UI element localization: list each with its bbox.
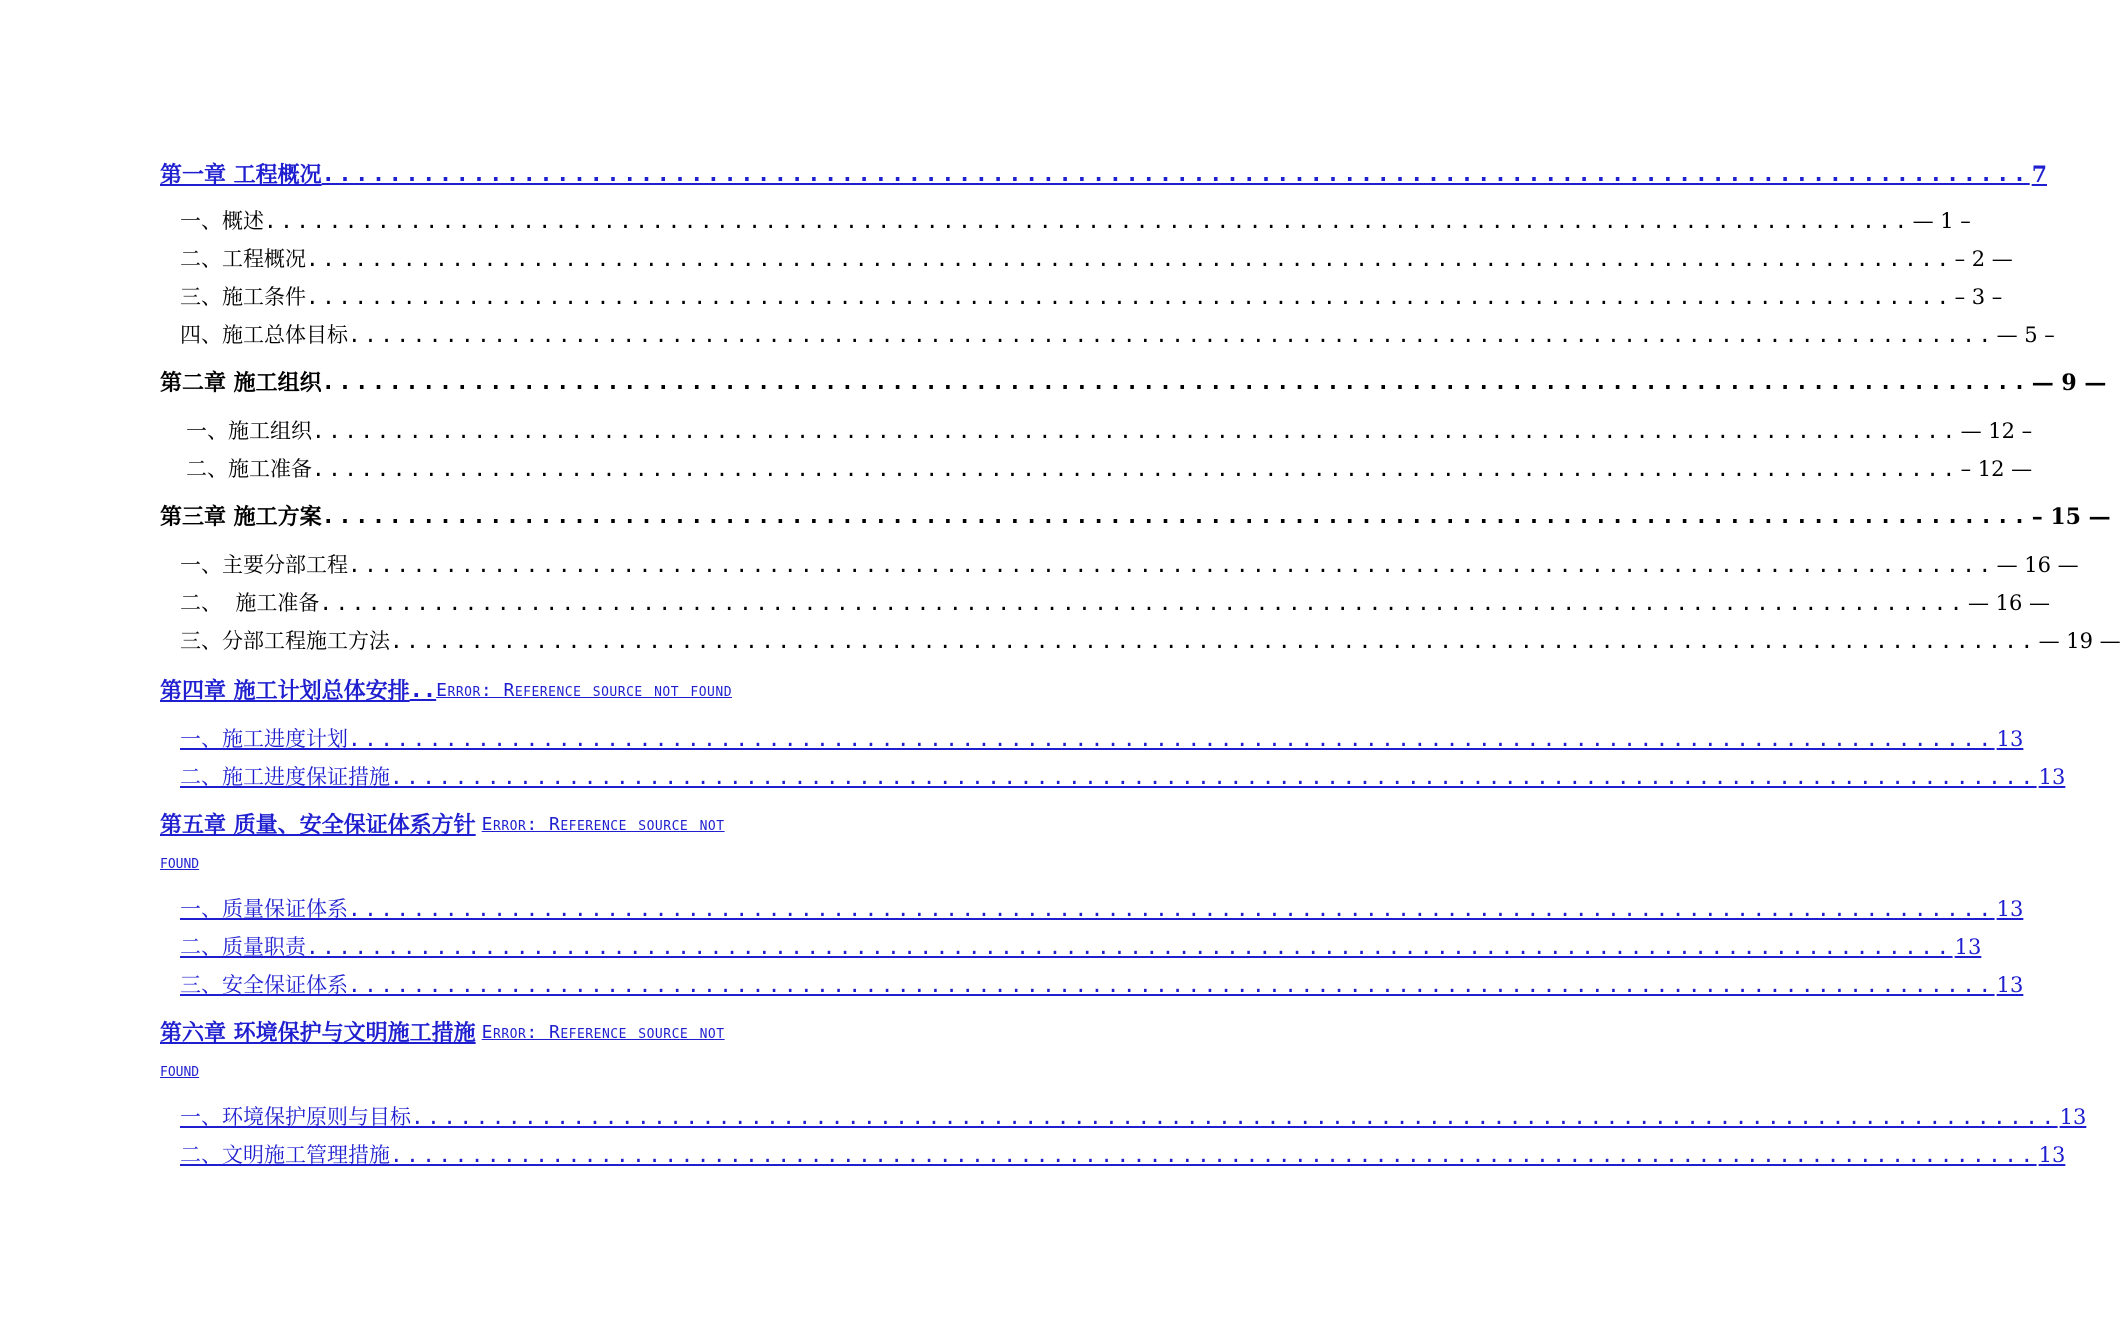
toc-entry-title: 二、施工进度保证措施 [180, 765, 390, 789]
toc-chapter-6-error: Error: Reference source not [481, 1022, 725, 1043]
toc-leader-dots: ...................................................................................................... [390, 765, 2037, 789]
toc-entry-ch3-s3[interactable] [180, 626, 2121, 656]
toc-chapter-5-error: Error: Reference source not [481, 814, 725, 835]
toc-chapter-6[interactable] [160, 1018, 838, 1048]
toc-leader-dots: ...................................................................................................... [312, 457, 1959, 481]
toc-entry-ch1-s1[interactable] [180, 206, 1971, 236]
toc-entry-ch6-s1[interactable] [180, 1102, 2087, 1132]
toc-leader-dots: ...................................................................................................... [411, 1105, 2058, 1129]
toc-entry-title: 一、质量保证体系 [180, 897, 348, 921]
toc-entry-page: 13 [2038, 765, 2066, 789]
toc-chapter-1-page: 7 [2031, 162, 2047, 188]
toc-entry-page: 13 [1996, 727, 2024, 751]
toc-leader-dots: ...................................................................................................... [348, 973, 1995, 997]
toc-leader-dots: ...................................................................................................... [306, 247, 1953, 271]
toc-entry-ch1-s4[interactable] [180, 320, 2055, 350]
toc-chapter-6-error-wrap[interactable]: found [160, 1060, 200, 1081]
toc-entry-page: 13 [1996, 973, 2024, 997]
toc-entry-ch5-s2[interactable] [180, 932, 1982, 962]
toc-entry-page: 13 [1996, 897, 2024, 921]
toc-entry-title: 一、施工组织 [186, 419, 312, 443]
toc-leader-dots: ...................................................................................................... [321, 370, 2030, 395]
toc-entry-page: – 3 – [1954, 285, 2003, 309]
toc-chapter-5[interactable] [160, 810, 838, 840]
toc-entry-page: — 12 – [1960, 419, 2033, 443]
toc-entry-page: — 16 — [1967, 591, 2051, 615]
toc-entry-title: 二、质量职责 [180, 935, 306, 959]
toc-leader-dots: ...................................................................................................... [306, 935, 1953, 959]
toc-chapter-1-title: 第一章 工程概况 [160, 162, 322, 188]
toc-entry-page: — 19 — [2038, 629, 2121, 653]
toc-entry-page: 13 [2059, 1105, 2087, 1129]
toc-leader-dots: ...................................................................................................... [319, 591, 1966, 615]
toc-leader-dots: ...................................................................................................... [321, 162, 2030, 187]
toc-entry-page: 13 [2038, 1143, 2066, 1167]
toc-chapter-3[interactable] [160, 502, 2111, 532]
toc-entry-ch1-s2[interactable] [180, 244, 2013, 274]
toc-chapter-2[interactable] [160, 368, 2107, 398]
toc-entry-page: – 2 — [1954, 247, 2013, 271]
toc-entry-ch4-s1[interactable] [180, 724, 2024, 754]
toc-leader-dots: ...................................................................................................... [264, 209, 1911, 233]
toc-leader-dots: ...................................................................................................... [390, 1143, 2037, 1167]
toc-leader-dots: ...................................................................................................... [306, 285, 1953, 309]
toc-entry-ch2-s1[interactable] [186, 416, 2033, 446]
toc-entry-page: 13 [1954, 935, 1982, 959]
toc-leader-dots: ...................................................................................................... [390, 629, 2037, 653]
toc-chapter-4-error: Error: Reference source not found [436, 680, 733, 701]
toc-chapter-3-page: – 15 — [2031, 504, 2111, 530]
toc-entry-ch1-s3[interactable] [180, 282, 2003, 312]
toc-entry-title: 一、施工进度计划 [180, 727, 348, 751]
toc-entry-title: 二、施工准备 [186, 457, 312, 481]
toc-entry-title: 三、分部工程施工方法 [180, 629, 390, 653]
toc-entry-page: — 16 — [1996, 553, 2079, 577]
toc-entry-title: 一、概述 [180, 209, 264, 233]
toc-chapter-3-title: 第三章 施工方案 [160, 504, 322, 530]
toc-leader-dots: .. [409, 678, 437, 703]
toc-entry-title: 二、文明施工管理措施 [180, 1143, 390, 1167]
toc-leader-dots: ...................................................................................................... [348, 727, 1995, 751]
toc-chapter-4-title: 第四章 施工计划总体安排 [160, 678, 410, 704]
toc-leader-dots: ...................................................................................................... [321, 504, 2030, 529]
toc-entry-ch2-s2[interactable] [186, 454, 2033, 484]
toc-entry-title: 二、 施工准备 [180, 591, 320, 615]
toc-chapter-6-title: 第六章 环境保护与文明施工措施 [160, 1020, 476, 1046]
toc-entry-title: 二、工程概况 [180, 247, 306, 271]
toc-entry-title: 三、安全保证体系 [180, 973, 348, 997]
toc-entry-ch5-s1[interactable] [180, 894, 2024, 924]
toc-chapter-4[interactable] [160, 676, 838, 706]
toc-entry-ch3-s2[interactable] [180, 588, 2051, 618]
toc-entry-title: 四、施工总体目标 [180, 323, 348, 347]
toc-entry-ch6-s2[interactable] [180, 1140, 2066, 1170]
toc-entry-page: — 1 – [1912, 209, 1971, 233]
toc-entry-ch5-s3[interactable] [180, 970, 2024, 1000]
toc-chapter-5-title: 第五章 质量、安全保证体系方针 [160, 812, 476, 838]
toc-leader-dots: ...................................................................................................... [348, 323, 1995, 347]
toc-entry-page: – 12 — [1960, 457, 2033, 481]
toc-entry-title: 一、环境保护原则与目标 [180, 1105, 411, 1129]
toc-entry-page: — 5 – [1996, 323, 2055, 347]
toc-leader-dots: ...................................................................................................... [312, 419, 1959, 443]
toc-entry-ch3-s1[interactable] [180, 550, 2079, 580]
toc-chapter-5-error-wrap[interactable]: found [160, 852, 200, 873]
toc-chapter-2-title: 第二章 施工组织 [160, 370, 322, 396]
toc-chapter-1[interactable] [160, 160, 2047, 190]
toc-entry-ch4-s2[interactable] [180, 762, 2066, 792]
toc-entry-title: 三、施工条件 [180, 285, 306, 309]
toc-chapter-2-page: — 9 — [2031, 370, 2107, 396]
toc-entry-title: 一、主要分部工程 [180, 553, 348, 577]
toc-leader-dots: ...................................................................................................... [348, 897, 1995, 921]
toc-leader-dots: ...................................................................................................... [348, 553, 1995, 577]
